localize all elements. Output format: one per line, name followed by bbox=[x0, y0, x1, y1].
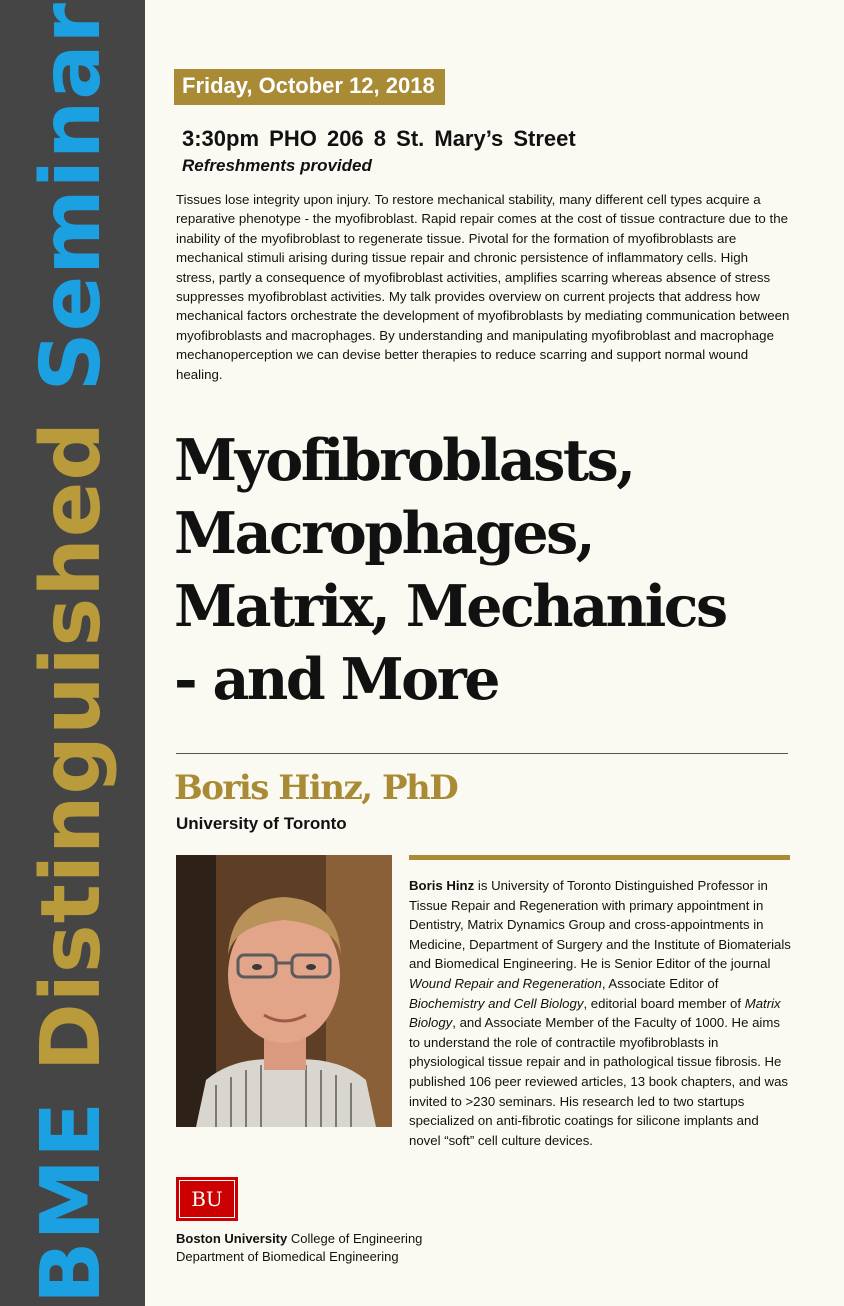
bio-speaker-name: Boris Hinz bbox=[409, 878, 475, 893]
bio-text: , and Associate Member of the Faculty of 1000. He aims to understand the role of contractile myofibroblasts in physiological tissue repair and in pathological tissue fibrosis. He published 106 peer reviewed articles, 13 book chapters, and was invited to >230 seminars. His research led to two startups specialized on anti-fibrotic coatings for silicone implants and novel “soft” cell culture devices. bbox=[409, 1015, 789, 1148]
speaker-bio bbox=[409, 876, 791, 1150]
bu-logo bbox=[176, 1177, 238, 1221]
talk-title-line: Macrophages, bbox=[174, 500, 594, 567]
divider bbox=[176, 753, 788, 754]
speaker-portrait-illustration bbox=[176, 855, 392, 1127]
footer-university bbox=[176, 1231, 422, 1246]
talk-abstract: Tissues lose integrity upon injury. To restore mechanical stability, many different cell types acquire a reparative phenotype - the myofibroblast. Rapid repair comes at the cost of tissue contracture due to the inability of the myofibroblast to regenerate tissue. Pivotal for the formation of myofibroblasts are mechanical stimuli arising during tissue repair and chronic persistence of inflammatory cells. High stress, partly a consequence of myofibroblast activities, amplifies scarring whereas absence of stress suppresses myofibroblast activities. My talk provides overview on current projects that address how mechanical factors orchestrate the development of myofibroblasts by mediating communication between myofibroblasts and macrophages. By understanding and manipulating myofibroblast and macrophage mechanoperception we can devise better therapies to reduce scarring and support normal wound healing. bbox=[176, 192, 790, 382]
footer-university-name: Boston University bbox=[176, 1231, 288, 1246]
bio-journal: Matrix Biology bbox=[409, 995, 781, 1031]
side-banner-title bbox=[24, 2, 119, 1304]
side-banner-word-seminar: Seminar bbox=[24, 2, 119, 392]
speaker-name: Boris Hinz, PhD bbox=[174, 768, 458, 808]
speaker-affiliation: University of Toronto bbox=[176, 814, 347, 833]
talk-title-line: Matrix, Mechanics bbox=[174, 573, 726, 640]
talk-title bbox=[174, 424, 794, 716]
talk-title-line: - and More bbox=[174, 646, 498, 713]
side-banner-word-bme: BME bbox=[24, 1100, 119, 1304]
bio-journal: Biochemistry and Cell Biology bbox=[409, 995, 584, 1011]
footer-department: Department of Biomedical Engineering bbox=[176, 1249, 399, 1264]
side-banner-word-distinguished: Distinguished bbox=[24, 420, 119, 1072]
speaker-photo bbox=[176, 855, 392, 1127]
event-time: 3:30pm bbox=[182, 126, 260, 151]
bio-journal: Wound Repair and Regeneration bbox=[409, 975, 602, 991]
bu-logo-text: BU bbox=[179, 1180, 235, 1218]
talk-title-line: Myofibroblasts, bbox=[174, 427, 634, 494]
event-date: Friday, October 12, 2018 bbox=[174, 69, 445, 105]
footer-college: College of Engineering bbox=[287, 1231, 423, 1246]
bio-rule bbox=[409, 855, 790, 860]
bio-text: , Associate Editor of bbox=[601, 975, 719, 991]
event-address: 8 St. Mary’s Street bbox=[373, 126, 576, 151]
bio-text: is University of Toronto Distinguished Professor in Tissue Repair and Regeneration with primary appointment in Dentistry, Matrix Dynamics Group and cross-appointments in Medicine, Department of Surgery and the Institute of Biomaterials and Biomedical Engineering. He is Senior Editor of the journal bbox=[409, 878, 791, 972]
bio-text: , editorial board member of bbox=[583, 995, 745, 1011]
event-room: PHO 206 bbox=[269, 126, 364, 151]
refreshments-note: Refreshments provided bbox=[182, 156, 372, 175]
event-time-location bbox=[182, 126, 576, 152]
